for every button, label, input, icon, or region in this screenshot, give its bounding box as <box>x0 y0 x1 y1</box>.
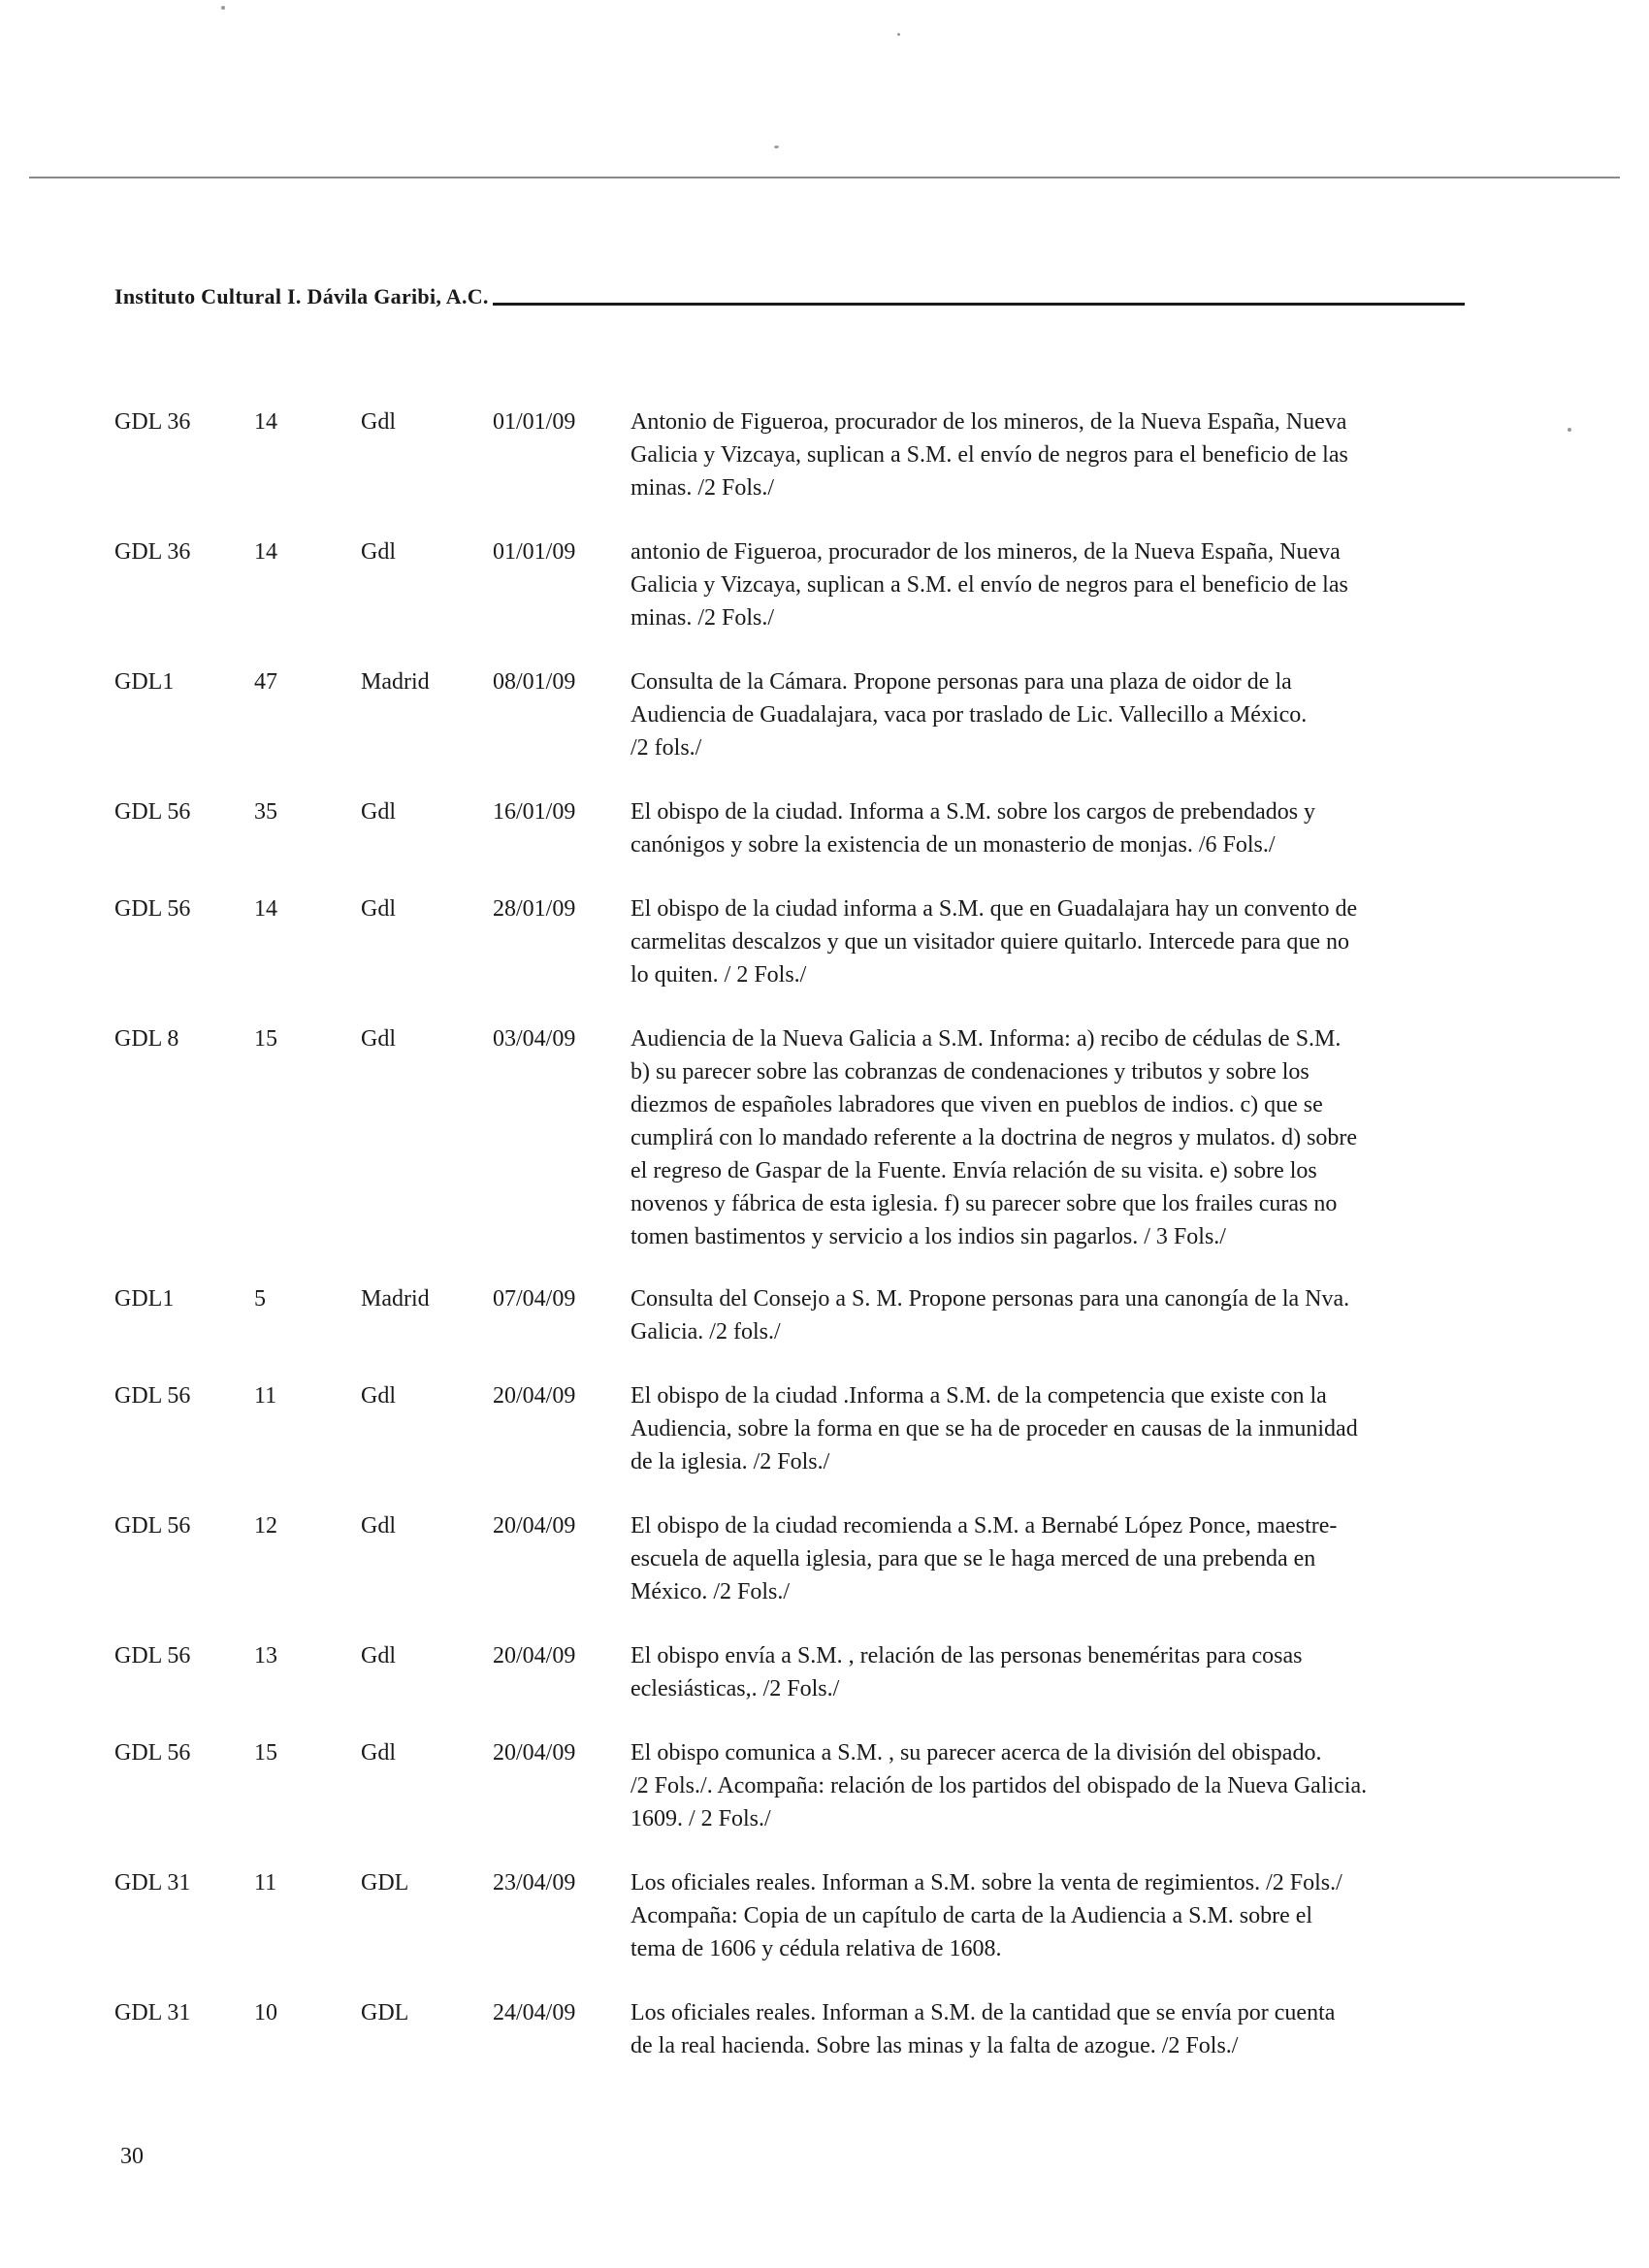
entry-number: 14 <box>254 896 277 922</box>
entry-description <box>630 892 1472 991</box>
entry-place: Gdl <box>361 539 396 565</box>
entry-number: 14 <box>254 409 277 435</box>
description-line: lo quiten. / 2 Fols./ <box>630 962 807 988</box>
entry-place: Gdl <box>361 896 396 922</box>
description-line: Galicia y Vizcaya, suplican a S.M. el envío de negros para el beneficio de las <box>630 442 1348 468</box>
entry-number: 15 <box>254 1026 277 1052</box>
entry-code: GDL 36 <box>114 409 191 435</box>
description-line: tomen bastimentos y servicio a los indios sin pagarlos. / 3 Fols./ <box>630 1224 1226 1249</box>
header-rule <box>493 303 1465 306</box>
description-line: El obispo de la ciudad informa a S.M. que en Guadalajara hay un convento de <box>630 896 1358 922</box>
entry-description <box>630 1736 1472 1835</box>
description-line: El obispo comunica a S.M. , su parecer acerca de la división del obispado. <box>630 1740 1322 1766</box>
entry-date: 03/04/09 <box>493 1026 576 1052</box>
entry-place: Gdl <box>361 799 396 825</box>
entry-place: Gdl <box>361 1513 396 1539</box>
catalog-entry <box>114 535 1472 634</box>
description-line: Antonio de Figueroa, procurador de los mineros, de la Nueva España, Nueva <box>630 409 1347 435</box>
entry-number: 14 <box>254 539 277 565</box>
entry-date: 23/04/09 <box>493 1870 576 1895</box>
entry-description <box>630 1996 1472 2062</box>
catalog-entry <box>114 795 1472 861</box>
description-line: Audiencia, sobre la forma en que se ha de proceder en causas de la inmunidad <box>630 1416 1358 1442</box>
description-line: El obispo de la ciudad .Informa a S.M. de la competencia que existe con la <box>630 1383 1327 1409</box>
description-line: eclesiásticas,. /2 Fols./ <box>630 1676 840 1701</box>
entry-code: GDL 31 <box>114 2000 191 2025</box>
entry-date: 07/04/09 <box>493 1286 576 1312</box>
scan-speck <box>1568 428 1571 432</box>
entry-description <box>630 795 1472 861</box>
description-line: el regreso de Gaspar de la Fuente. Envía relación de su visita. e) sobre los <box>630 1158 1317 1183</box>
entry-description <box>630 535 1472 634</box>
entry-place: GDL <box>361 1870 409 1895</box>
description-line: México. /2 Fols./ <box>630 1579 791 1604</box>
entry-place: GDL <box>361 2000 409 2025</box>
catalog-entry <box>114 1022 1472 1253</box>
description-line: Los oficiales reales. Informan a S.M. de la cantidad que se envía por cuenta <box>630 2000 1336 2025</box>
entry-place: Madrid <box>361 1286 430 1312</box>
description-line: minas. /2 Fols./ <box>630 475 775 501</box>
catalog-entry <box>114 405 1472 504</box>
entry-number: 12 <box>254 1513 277 1539</box>
description-line: tema de 1606 y cédula relativa de 1608. <box>630 1936 1002 1961</box>
entry-number: 47 <box>254 669 277 695</box>
description-line: /2 fols./ <box>630 735 702 761</box>
entry-number: 10 <box>254 2000 277 2025</box>
entry-date: 20/04/09 <box>493 1643 576 1669</box>
description-line: Consulta del Consejo a S. M. Propone personas para una canongía de la Nva. <box>630 1286 1350 1312</box>
catalog-entry <box>114 1282 1472 1348</box>
page-header <box>114 284 1465 309</box>
scan-speck <box>774 146 779 148</box>
entry-date: 20/04/09 <box>493 1383 576 1409</box>
entry-code: GDL1 <box>114 669 175 695</box>
entry-number: 13 <box>254 1643 277 1669</box>
entry-code: GDL 56 <box>114 1643 191 1669</box>
description-line: El obispo envía a S.M. , relación de las personas beneméritas para cosas <box>630 1643 1303 1669</box>
entry-date: 20/04/09 <box>493 1513 576 1539</box>
description-line: diezmos de españoles labradores que viven en pueblos de indios. c) que se <box>630 1092 1323 1118</box>
description-line: El obispo de la ciudad recomienda a S.M. a Bernabé López Ponce, maestre- <box>630 1513 1338 1539</box>
description-line: de la iglesia. /2 Fols./ <box>630 1449 830 1474</box>
entry-place: Gdl <box>361 409 396 435</box>
entry-description <box>630 1022 1472 1253</box>
entry-description <box>630 665 1472 764</box>
entry-description <box>630 1866 1472 1965</box>
entry-number: 11 <box>254 1870 277 1895</box>
entry-description <box>630 1379 1472 1478</box>
catalog-entries <box>114 405 1472 2062</box>
entry-description <box>630 405 1472 504</box>
scan-edge-line <box>29 177 1620 178</box>
description-line: cumplirá con lo mandado referente a la doctrina de negros y mulatos. d) sobre <box>630 1125 1358 1150</box>
description-line: de la real hacienda. Sobre las minas y la falta de azogue. /2 Fols./ <box>630 2033 1239 2058</box>
entry-number: 5 <box>254 1286 266 1312</box>
scan-speck <box>897 33 900 36</box>
description-line: 1609. / 2 Fols./ <box>630 1806 771 1831</box>
entry-code: GDL 56 <box>114 799 191 825</box>
entry-date: 24/04/09 <box>493 2000 576 2025</box>
catalog-entry <box>114 1509 1472 1608</box>
description-line: El obispo de la ciudad. Informa a S.M. sobre los cargos de prebendados y <box>630 799 1316 825</box>
entry-place: Gdl <box>361 1643 396 1669</box>
catalog-entry <box>114 892 1472 991</box>
description-line: canónigos y sobre la existencia de un monasterio de monjas. /6 Fols./ <box>630 832 1276 858</box>
description-line: Audiencia de la Nueva Galicia a S.M. Informa: a) recibo de cédulas de S.M. <box>630 1026 1342 1052</box>
entry-number: 15 <box>254 1740 277 1766</box>
entry-place: Gdl <box>361 1740 396 1766</box>
description-line: antonio de Figueroa, procurador de los mineros, de la Nueva España, Nueva <box>630 539 1341 565</box>
description-line: Audiencia de Guadalajara, vaca por traslado de Lic. Vallecillo a México. <box>630 702 1308 728</box>
entry-place: Gdl <box>361 1026 396 1052</box>
entry-code: GDL 56 <box>114 896 191 922</box>
catalog-entry <box>114 1996 1472 2062</box>
entry-place: Madrid <box>361 669 430 695</box>
description-line: Galicia. /2 fols./ <box>630 1319 781 1345</box>
catalog-entry <box>114 1639 1472 1705</box>
catalog-entry <box>114 1736 1472 1835</box>
description-line: minas. /2 Fols./ <box>630 605 775 631</box>
entry-code: GDL 56 <box>114 1740 191 1766</box>
entry-code: GDL 36 <box>114 539 191 565</box>
entry-place: Gdl <box>361 1383 396 1409</box>
description-line: Consulta de la Cámara. Propone personas para una plaza de oidor de la <box>630 669 1292 695</box>
entry-description <box>630 1282 1472 1348</box>
entry-date: 01/01/09 <box>493 539 576 565</box>
entry-number: 11 <box>254 1383 277 1409</box>
description-line: novenos y fábrica de esta iglesia. f) su parecer sobre que los frailes curas no <box>630 1191 1338 1216</box>
catalog-entry <box>114 1379 1472 1478</box>
entry-code: GDL1 <box>114 1286 175 1312</box>
page-number: 30 <box>120 2144 144 2169</box>
entry-date: 28/01/09 <box>493 896 576 922</box>
catalog-entry <box>114 665 1472 764</box>
entry-date: 01/01/09 <box>493 409 576 435</box>
entry-code: GDL 56 <box>114 1383 191 1409</box>
header-title: Instituto Cultural I. Dávila Garibi, A.C. <box>114 284 489 308</box>
entry-code: GDL 8 <box>114 1026 179 1052</box>
catalog-entry <box>114 1866 1472 1965</box>
description-line: /2 Fols./. Acompaña: relación de los partidos del obispado de la Nueva Galicia. <box>630 1773 1368 1798</box>
entry-date: 16/01/09 <box>493 799 576 825</box>
entry-code: GDL 31 <box>114 1870 191 1895</box>
description-line: Galicia y Vizcaya, suplican a S.M. el envío de negros para el beneficio de las <box>630 572 1348 598</box>
entry-description <box>630 1639 1472 1705</box>
description-line: b) su parecer sobre las cobranzas de condenaciones y tributos y sobre los <box>630 1059 1310 1085</box>
scan-speck <box>221 6 225 10</box>
description-line: escuela de aquella iglesia, para que se le haga merced de una prebenda en <box>630 1546 1316 1571</box>
description-line: Acompaña: Copia de un capítulo de carta de la Audiencia a S.M. sobre el <box>630 1903 1313 1928</box>
description-line: carmelitas descalzos y que un visitador quiere quitarlo. Intercede para que no <box>630 929 1350 955</box>
entry-code: GDL 56 <box>114 1513 191 1539</box>
entry-date: 20/04/09 <box>493 1740 576 1766</box>
description-line: Los oficiales reales. Informan a S.M. sobre la venta de regimientos. /2 Fols./ <box>630 1870 1342 1895</box>
entry-number: 35 <box>254 799 277 825</box>
entry-description <box>630 1509 1472 1608</box>
entry-date: 08/01/09 <box>493 669 576 695</box>
